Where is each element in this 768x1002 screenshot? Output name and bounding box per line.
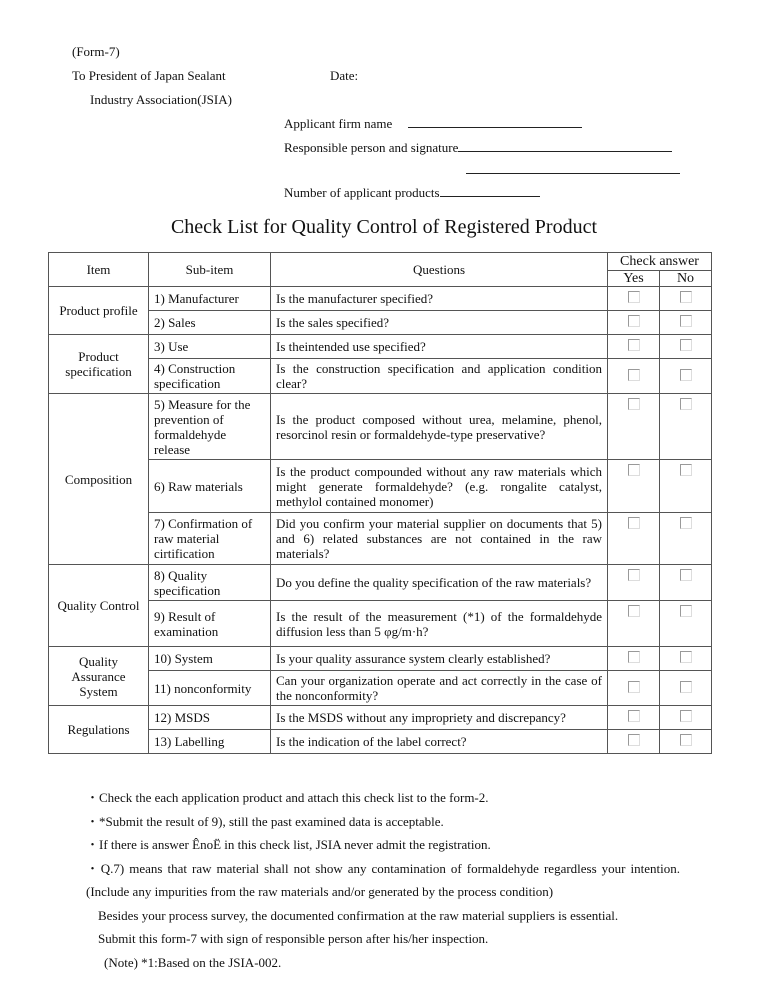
header-subitem: Sub-item — [149, 253, 271, 287]
question-cell: Is the construction specification and application condition clear? — [271, 359, 608, 394]
subitem-cell: 3) Use — [149, 335, 271, 359]
yes-checkbox[interactable] — [628, 517, 640, 529]
checklist-table — [48, 252, 712, 754]
table-row — [49, 565, 712, 601]
note-item: ・Q.7) means that raw material shall not show any contamination of formaldehyde regardless your intention. (Include any impurities from the raw materials and/or generated by the process condition) — [86, 860, 680, 899]
no-checkbox[interactable] — [680, 605, 692, 617]
subitem-cell: 7) Confirmation of raw material cirtification — [149, 513, 271, 565]
subitem-cell: 12) MSDS — [149, 706, 271, 730]
table-row — [49, 706, 712, 730]
no-checkbox[interactable] — [680, 291, 692, 303]
date-label: Date: — [330, 68, 359, 83]
subitem-cell: 1) Manufacturer — [149, 287, 271, 311]
question-cell: Is the product compounded without any raw materials which might generate formaldehyde? (e.g. rongalite catalyst, methylol contained monomer) — [271, 460, 608, 513]
group-product-specification: Product specification — [49, 335, 149, 394]
question-cell: Is the MSDS without any impropriety and discrepancy? — [271, 706, 608, 730]
yes-checkbox[interactable] — [628, 464, 640, 476]
subitem-cell: 6) Raw materials — [149, 460, 271, 513]
subitem-cell: 10) System — [149, 647, 271, 671]
signature-field-line-2[interactable] — [466, 161, 680, 178]
applicant-firm-field[interactable] — [408, 115, 582, 128]
table-row — [49, 394, 712, 460]
question-cell: Is the indication of the label correct? — [271, 730, 608, 754]
note-item: ・*Submit the result of 9), still the past examined data is acceptable. — [86, 813, 444, 829]
table-row — [49, 287, 712, 311]
yes-checkbox[interactable] — [628, 339, 640, 351]
page-title: Check List for Quality Control of Registered Product — [170, 216, 598, 238]
no-checkbox[interactable] — [680, 517, 692, 529]
no-checkbox[interactable] — [680, 315, 692, 327]
no-checkbox[interactable] — [680, 464, 692, 476]
applicant-firm-row — [284, 115, 582, 132]
note-item: ・Check the each application product and attach this check list to the form-2. — [86, 790, 489, 805]
header-yes: Yes — [608, 271, 660, 287]
table-row — [49, 311, 712, 335]
applicant-products-label: Number of applicant products — [284, 185, 440, 200]
question-cell: Is the sales specified? — [271, 311, 608, 335]
no-checkbox[interactable] — [680, 339, 692, 351]
header-questions: Questions — [271, 253, 608, 287]
table-row — [49, 647, 712, 671]
table-row — [49, 460, 712, 513]
header-item: Item — [49, 253, 149, 287]
yes-checkbox[interactable] — [628, 569, 640, 581]
subitem-cell: 2) Sales — [149, 311, 271, 335]
note-reference: (Note) *1:Based on the JSIA-002. — [104, 954, 282, 970]
yes-checkbox[interactable] — [628, 681, 640, 693]
no-checkbox[interactable] — [680, 369, 692, 381]
group-composition: Composition — [49, 394, 149, 565]
question-cell: Is the manufacturer specified? — [271, 287, 608, 311]
question-cell: Is your quality assurance system clearly established? — [271, 647, 608, 671]
subitem-cell: 11) nonconformity — [149, 671, 271, 706]
notes-section — [86, 786, 680, 974]
no-checkbox[interactable] — [680, 569, 692, 581]
subitem-cell: 9) Result of examination — [149, 601, 271, 647]
header-no: No — [660, 271, 712, 287]
applicant-products-field[interactable] — [440, 184, 540, 197]
subitem-cell: 8) Quality specification — [149, 565, 271, 601]
note-item: Submit this form-7 with sign of responsible person after his/her inspection. — [98, 931, 489, 946]
table-row — [49, 513, 712, 565]
responsible-person-label: Responsible person and signature — [284, 140, 459, 155]
applicant-products-row — [284, 184, 540, 201]
addressee-line-1: To President of Japan Sealant — [72, 68, 226, 83]
table-row — [49, 335, 712, 359]
addressee-line-2: Industry Association(JSIA) — [90, 92, 232, 107]
group-quality-control: Quality Control — [49, 565, 149, 647]
yes-checkbox[interactable] — [628, 291, 640, 303]
question-cell: Can your organization operate and act correctly in the case of the nonconformity? — [271, 671, 608, 706]
yes-checkbox[interactable] — [628, 315, 640, 327]
note-item: ・If there is answer ÊnoË in this check list, JSIA never admit the registration. — [86, 837, 491, 852]
question-cell: Is the product composed without urea, melamine, phenol, resorcinol resin or formaldehyde-type preservative? — [271, 394, 608, 460]
table-row — [49, 359, 712, 394]
subitem-cell: 5) Measure for the prevention of formaldehyde release — [149, 394, 271, 460]
yes-checkbox[interactable] — [628, 369, 640, 381]
no-checkbox[interactable] — [680, 651, 692, 663]
question-cell: Is the result of the measurement (*1) of the formaldehyde diffusion less than 5 φg/m·h? — [271, 601, 608, 647]
yes-checkbox[interactable] — [628, 710, 640, 722]
no-checkbox[interactable] — [680, 681, 692, 693]
no-checkbox[interactable] — [680, 710, 692, 722]
responsible-person-row — [284, 139, 672, 156]
no-checkbox[interactable] — [680, 734, 692, 746]
header-check-answer: Check answer — [608, 253, 712, 271]
no-checkbox[interactable] — [680, 398, 692, 410]
yes-checkbox[interactable] — [628, 734, 640, 746]
group-product-profile: Product profile — [49, 287, 149, 335]
yes-checkbox[interactable] — [628, 605, 640, 617]
applicant-firm-label: Applicant firm name — [284, 116, 393, 131]
question-cell: Is theintended use specified? — [271, 335, 608, 359]
group-regulations: Regulations — [49, 706, 149, 754]
subitem-cell: 13) Labelling — [149, 730, 271, 754]
subitem-cell: 4) Construction specification — [149, 359, 271, 394]
yes-checkbox[interactable] — [628, 398, 640, 410]
table-row — [49, 730, 712, 754]
question-cell: Did you confirm your material supplier on documents that 5) and 6) related substances are not contained in the raw materials? — [271, 513, 608, 565]
table-row — [49, 671, 712, 706]
yes-checkbox[interactable] — [628, 651, 640, 663]
signature-field[interactable] — [458, 139, 672, 152]
group-quality-assurance-system: Quality Assurance System — [49, 647, 149, 706]
form-number: (Form-7) — [72, 44, 120, 59]
note-item: Besides your process survey, the documented confirmation at the raw material suppliers is essential. — [98, 907, 619, 923]
table-row — [49, 601, 712, 647]
question-cell: Do you define the quality specification of the raw materials? — [271, 565, 608, 601]
